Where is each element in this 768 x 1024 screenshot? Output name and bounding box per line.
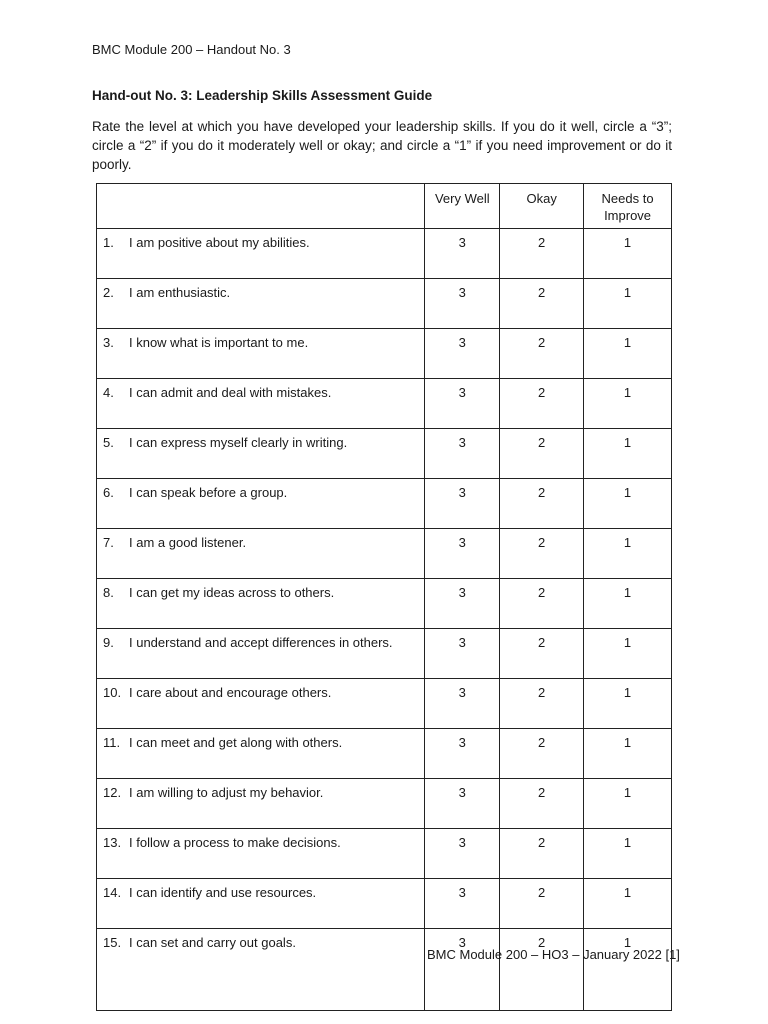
- score-okay[interactable]: 2: [500, 429, 584, 479]
- statement-cell: [97, 629, 425, 679]
- score-okay[interactable]: 2: [500, 529, 584, 579]
- statement-cell: [97, 879, 425, 929]
- statement-text: I know what is important to me.: [129, 335, 309, 350]
- statement-number: 7.: [103, 535, 114, 550]
- score-okay[interactable]: 2: [500, 929, 584, 1011]
- column-header-needs-to-improve: Needs to Improve: [584, 184, 672, 229]
- score-very-well[interactable]: 3: [425, 379, 500, 429]
- statement-number: 9.: [103, 635, 114, 650]
- statement-number: 10.: [103, 685, 122, 700]
- statement-number: 5.: [103, 435, 114, 450]
- statement-cell: [97, 579, 425, 629]
- table-row: [97, 879, 672, 929]
- statement-text: I understand and accept differences in others.: [129, 635, 393, 650]
- statement-cell: [97, 429, 425, 479]
- statement-number: 4.: [103, 385, 114, 400]
- statement-number: 1.: [103, 235, 114, 250]
- statement-text: I am willing to adjust my behavior.: [129, 785, 324, 800]
- statement-text: I can speak before a group.: [129, 485, 288, 500]
- statement-cell: [97, 829, 425, 879]
- statement-number: 11.: [103, 735, 121, 750]
- statement-cell: [97, 279, 425, 329]
- score-needs-to-improve[interactable]: 1: [584, 429, 672, 479]
- score-okay[interactable]: 2: [500, 379, 584, 429]
- score-okay[interactable]: 2: [500, 479, 584, 529]
- score-needs-to-improve[interactable]: 1: [584, 529, 672, 579]
- score-very-well[interactable]: 3: [425, 729, 500, 779]
- statement-text: I can get my ideas across to others.: [129, 585, 335, 600]
- score-okay[interactable]: 2: [500, 679, 584, 729]
- statement-number: 6.: [103, 485, 114, 500]
- score-very-well[interactable]: 3: [425, 879, 500, 929]
- score-very-well[interactable]: 3: [425, 679, 500, 729]
- score-very-well[interactable]: 3: [425, 779, 500, 829]
- table-row: [97, 829, 672, 879]
- table-row: [97, 279, 672, 329]
- score-okay[interactable]: 2: [500, 829, 584, 879]
- score-very-well[interactable]: 3: [425, 629, 500, 679]
- score-needs-to-improve[interactable]: 1: [584, 279, 672, 329]
- statement-text: I am enthusiastic.: [129, 285, 231, 300]
- score-very-well[interactable]: 3: [425, 279, 500, 329]
- score-needs-to-improve[interactable]: 1: [584, 829, 672, 879]
- score-needs-to-improve[interactable]: 1: [584, 779, 672, 829]
- column-header-very-well: Very Well: [425, 184, 500, 229]
- statement-cell: [97, 379, 425, 429]
- score-okay[interactable]: 2: [500, 229, 584, 279]
- statement-cell: [97, 679, 425, 729]
- score-needs-to-improve[interactable]: 1: [584, 579, 672, 629]
- table-row: [97, 779, 672, 829]
- score-very-well[interactable]: 3: [425, 329, 500, 379]
- score-very-well[interactable]: 3: [425, 529, 500, 579]
- score-okay[interactable]: 2: [500, 779, 584, 829]
- score-very-well[interactable]: 3: [425, 429, 500, 479]
- document-header: BMC Module 200 – Handout No. 3: [92, 42, 291, 57]
- table-row: [97, 229, 672, 279]
- score-okay[interactable]: 2: [500, 279, 584, 329]
- statement-number: 12.: [103, 785, 122, 800]
- table-row: [97, 329, 672, 379]
- statement-text: I can meet and get along with others.: [129, 735, 343, 750]
- statement-cell: [97, 779, 425, 829]
- statement-text: I am a good listener.: [129, 535, 247, 550]
- score-needs-to-improve[interactable]: 1: [584, 379, 672, 429]
- table-row: [97, 479, 672, 529]
- score-needs-to-improve[interactable]: 1: [584, 679, 672, 729]
- score-needs-to-improve[interactable]: 1: [584, 229, 672, 279]
- table-row: [97, 629, 672, 679]
- document-footer: BMC Module 200 – HO3 – January 2022 [1]: [427, 947, 680, 962]
- statement-text: I can set and carry out goals.: [129, 935, 296, 950]
- statement-number: 3.: [103, 335, 114, 350]
- score-very-well[interactable]: 3: [425, 929, 500, 1011]
- statement-text: I follow a process to make decisions.: [129, 835, 341, 850]
- table-row: [97, 679, 672, 729]
- score-needs-to-improve[interactable]: 1: [584, 929, 672, 1011]
- statement-text: I care about and encourage others.: [129, 685, 332, 700]
- score-very-well[interactable]: 3: [425, 579, 500, 629]
- statement-number: 8.: [103, 585, 114, 600]
- score-okay[interactable]: 2: [500, 879, 584, 929]
- statement-number: 15.: [103, 935, 122, 950]
- score-needs-to-improve[interactable]: 1: [584, 329, 672, 379]
- score-okay[interactable]: 2: [500, 329, 584, 379]
- statement-number: 2.: [103, 285, 114, 300]
- score-needs-to-improve[interactable]: 1: [584, 479, 672, 529]
- statement-cell: [97, 729, 425, 779]
- score-needs-to-improve[interactable]: 1: [584, 629, 672, 679]
- statement-cell: [97, 329, 425, 379]
- table-row: [97, 379, 672, 429]
- statement-number: 13.: [103, 835, 122, 850]
- statement-text: I am positive about my abilities.: [129, 235, 310, 250]
- table-row: [97, 929, 672, 1011]
- document-title: Hand-out No. 3: Leadership Skills Assessment Guide: [92, 88, 433, 103]
- score-okay[interactable]: 2: [500, 729, 584, 779]
- column-header-okay: Okay: [500, 184, 584, 229]
- score-needs-to-improve[interactable]: 1: [584, 729, 672, 779]
- score-needs-to-improve[interactable]: 1: [584, 879, 672, 929]
- table-body: [97, 229, 672, 1011]
- assessment-table: [96, 183, 672, 1011]
- score-okay[interactable]: 2: [500, 629, 584, 679]
- statement-text: I can identify and use resources.: [129, 885, 317, 900]
- table-row: [97, 579, 672, 629]
- statement-cell: [97, 229, 425, 279]
- statement-text: I can admit and deal with mistakes.: [129, 385, 332, 400]
- statement-cell: [97, 529, 425, 579]
- table-row: [97, 429, 672, 479]
- score-very-well[interactable]: 3: [425, 829, 500, 879]
- score-okay[interactable]: 2: [500, 579, 584, 629]
- column-header-item: [97, 184, 425, 229]
- table-header-row: [97, 184, 672, 229]
- table-row: [97, 729, 672, 779]
- score-very-well[interactable]: 3: [425, 229, 500, 279]
- statement-number: 14.: [103, 885, 122, 900]
- instructions-paragraph: Rate the level at which you have developed your leadership skills. If you do it well, circle a “3”; circle a “2” if you do it moderately well or okay; and circle a “1” if you need improvement or do it poorly.: [92, 119, 672, 172]
- statement-cell: [97, 479, 425, 529]
- table-row: [97, 529, 672, 579]
- statement-text: I can express myself clearly in writing.: [129, 435, 348, 450]
- score-very-well[interactable]: 3: [425, 479, 500, 529]
- statement-cell: [97, 929, 425, 1011]
